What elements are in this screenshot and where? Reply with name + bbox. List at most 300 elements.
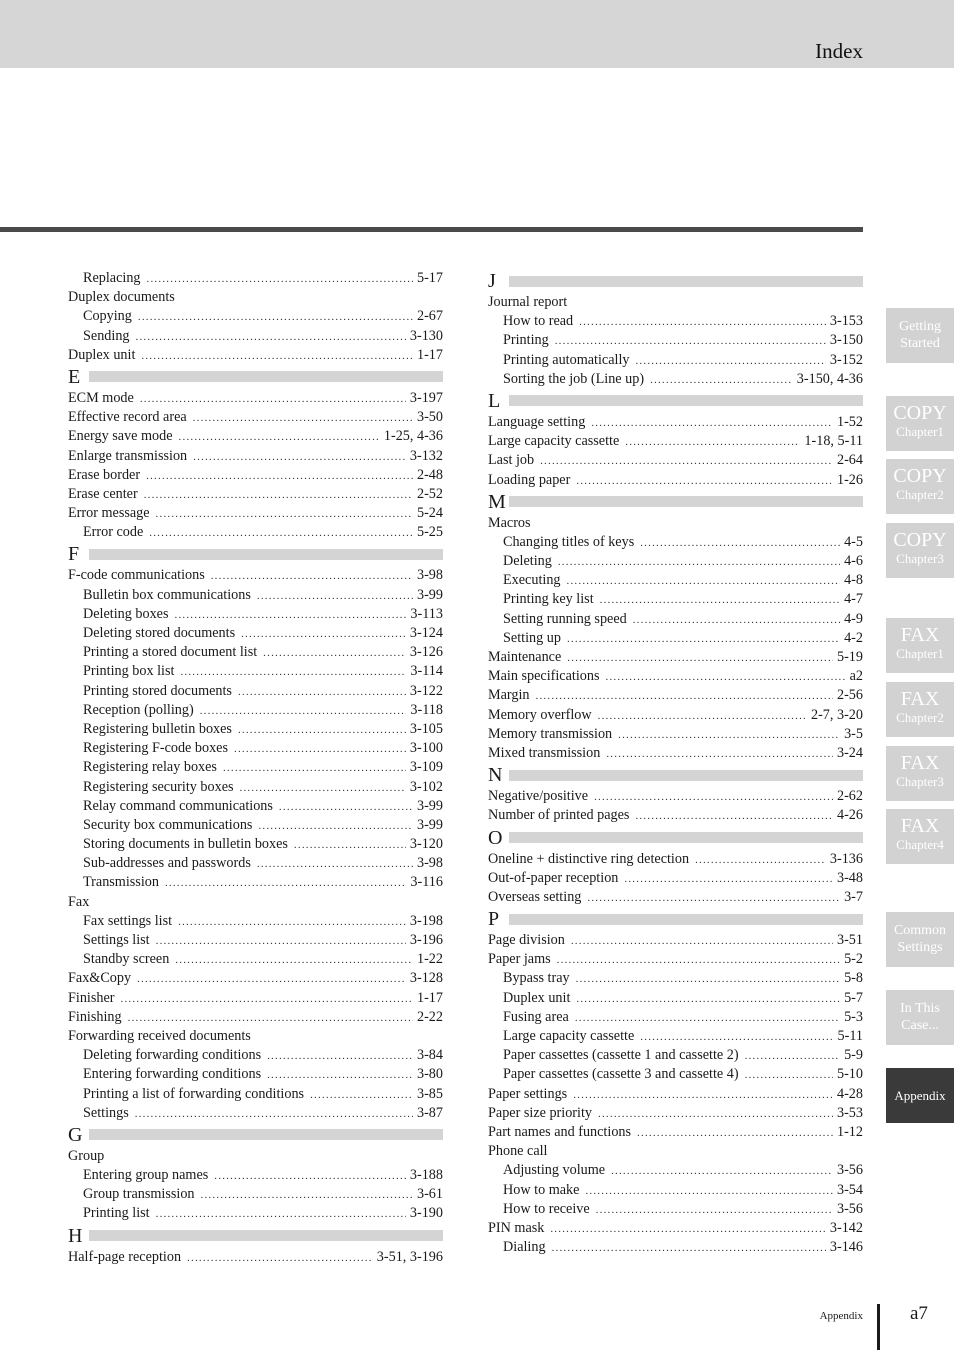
dot-leader — [201, 1186, 413, 1205]
dot-leader — [241, 625, 406, 644]
index-subentry — [488, 533, 863, 552]
index-subentry — [68, 873, 443, 892]
entry-page-ref: 5-9 — [844, 1047, 863, 1064]
entry-term: Error code — [83, 524, 144, 541]
entry-term: How to read — [503, 313, 574, 330]
entry-page-ref: 1-17 — [416, 989, 443, 1006]
entry-term: F-code communications — [68, 567, 205, 584]
index-subentry — [488, 1065, 863, 1084]
dot-leader — [165, 874, 406, 893]
entry-term: Fusing area — [503, 1008, 569, 1025]
entry-term: Large capacity cassette — [503, 1028, 635, 1044]
entry-term: Setting up — [503, 629, 561, 646]
dot-leader — [635, 807, 833, 826]
chapter-tab[interactable] — [886, 912, 954, 967]
index-entry — [488, 1104, 863, 1123]
index-entry — [68, 504, 443, 523]
index-subentry — [488, 370, 863, 389]
entry-page-ref: 3-54 — [836, 1181, 863, 1198]
entry-term: Dialing — [503, 1239, 546, 1256]
dot-leader — [640, 534, 840, 553]
entry-page-ref: 1-12 — [836, 1123, 863, 1140]
index-subentry — [68, 739, 443, 758]
index-letter: E — [68, 365, 81, 388]
dot-leader — [214, 1167, 406, 1186]
entry-term: Sorting the job (Line up) — [503, 370, 645, 387]
tab-label: FAX — [900, 752, 940, 774]
dot-leader — [606, 745, 833, 764]
entry-term: Group — [68, 1147, 105, 1164]
index-letter-heading — [488, 826, 863, 850]
entry-term: Bulletin box communications — [83, 586, 251, 603]
index-subentry — [488, 1046, 863, 1065]
dot-leader — [175, 951, 413, 970]
entry-page-ref: 2-48 — [416, 466, 443, 483]
entry-page-ref: 3-124 — [409, 625, 443, 641]
entry-term: Erase center — [68, 485, 138, 502]
entry-term: Group transmission — [83, 1186, 195, 1203]
entry-page-ref: 3-109 — [409, 759, 443, 776]
entry-term: Deleting forwarding conditions — [83, 1047, 262, 1064]
entry-page-ref: 1-26 — [836, 471, 863, 488]
chapter-tab[interactable] — [886, 682, 954, 737]
index-subentry — [68, 1166, 443, 1185]
entry-page-ref: 4-26 — [836, 807, 863, 824]
entry-term: Error message — [68, 505, 150, 522]
dot-leader — [576, 472, 833, 491]
dot-leader — [637, 1124, 833, 1143]
index-subentry — [488, 1200, 863, 1219]
index-subentry — [68, 835, 443, 854]
entry-term: Security box communications — [83, 816, 253, 833]
index-subentry — [488, 610, 863, 629]
index-subentry — [68, 662, 443, 681]
index-subentry — [68, 682, 443, 701]
index-entry — [68, 1248, 443, 1267]
entry-term: Sub-addresses and passwords — [83, 855, 251, 872]
index-letter: O — [488, 826, 503, 849]
dot-leader — [146, 467, 413, 486]
dot-leader — [136, 328, 406, 347]
index-subentry — [68, 854, 443, 873]
entry-term: Registering bulletin boxes — [83, 720, 232, 737]
letter-bar — [509, 496, 863, 507]
entry-term: Half-page reception — [68, 1248, 182, 1265]
entry-page-ref: 3-128 — [409, 970, 443, 987]
index-subentry — [488, 1027, 863, 1046]
entry-page-ref: 3-130 — [409, 327, 443, 344]
chapter-tab[interactable] — [886, 990, 954, 1045]
index-entry — [488, 931, 863, 950]
dot-leader — [555, 332, 826, 351]
entry-term: How to receive — [503, 1200, 590, 1217]
letter-bar — [509, 832, 863, 843]
index-letter: N — [488, 764, 503, 787]
index-subentry — [68, 327, 443, 346]
entry-term: Entering forwarding conditions — [83, 1066, 262, 1083]
entry-page-ref: 3-146 — [829, 1239, 863, 1256]
index-subentry — [68, 912, 443, 931]
entry-page-ref: 3-197 — [409, 389, 443, 406]
tab-label: COPY — [893, 465, 947, 487]
entry-page-ref: 3-98 — [416, 567, 443, 584]
index-entry — [68, 989, 443, 1008]
index-subentry — [68, 1185, 443, 1204]
entry-term: Macros — [488, 514, 531, 531]
dot-leader — [175, 606, 407, 625]
index-entry — [68, 408, 443, 427]
index-entry — [488, 1142, 863, 1161]
dot-leader — [187, 1249, 373, 1268]
dot-leader — [156, 1205, 406, 1224]
index-entry — [488, 869, 863, 888]
index-entry — [488, 1219, 863, 1238]
index-subentry — [68, 758, 443, 777]
dot-leader — [540, 452, 833, 471]
index-letter: G — [68, 1123, 83, 1146]
entry-page-ref: 3-48 — [836, 869, 863, 886]
entry-page-ref: 3-51, 3-196 — [376, 1248, 443, 1265]
entry-term: Printing a list of forwarding conditions — [83, 1085, 305, 1102]
index-subentry — [488, 1161, 863, 1180]
tab-sublabel: Chapter2 — [896, 487, 944, 502]
dot-leader — [576, 990, 840, 1009]
dot-leader — [149, 524, 413, 543]
chapter-tab[interactable] — [886, 396, 954, 451]
index-letter: F — [68, 543, 80, 566]
entry-term: Replacing — [83, 270, 141, 286]
entry-term: Setting running speed — [503, 610, 627, 627]
chapter-tab[interactable] — [886, 523, 954, 578]
index-entry — [488, 850, 863, 869]
entry-term: Forwarding received documents — [68, 1027, 251, 1044]
index-subentry — [68, 643, 443, 662]
index-subentry — [68, 1046, 443, 1065]
index-entry — [68, 1027, 443, 1046]
entry-page-ref: 2-62 — [836, 788, 863, 805]
entry-page-ref: 3-80 — [416, 1066, 443, 1083]
dot-leader — [576, 970, 840, 989]
entry-term: Erase border — [68, 466, 141, 483]
chapter-tab[interactable] — [886, 746, 954, 801]
index-entry — [488, 648, 863, 667]
index-subentry — [68, 586, 443, 605]
dot-leader — [745, 1066, 833, 1085]
entry-page-ref: 3-85 — [416, 1085, 443, 1102]
dot-leader — [140, 390, 406, 409]
index-entry — [68, 485, 443, 504]
index-entry — [488, 514, 863, 533]
index-letter: H — [68, 1224, 83, 1247]
index-entry — [68, 389, 443, 408]
entry-page-ref: 3-116 — [410, 874, 443, 891]
dot-leader — [650, 371, 793, 390]
entry-page-ref: 3-114 — [410, 663, 443, 680]
index-entry — [488, 451, 863, 470]
index-entry — [488, 293, 863, 312]
entry-term: Registering security boxes — [83, 778, 234, 795]
entry-page-ref: 5-11 — [837, 1028, 863, 1044]
dot-leader — [598, 707, 807, 726]
entry-page-ref: 3-196 — [409, 932, 443, 948]
entry-page-ref: 3-99 — [416, 816, 443, 833]
index-letter-heading — [488, 490, 863, 514]
tab-sublabel: Chapter3 — [896, 551, 944, 566]
tab-label: FAX — [900, 688, 940, 710]
entry-page-ref: 3-152 — [829, 351, 863, 368]
index-entry — [68, 1147, 443, 1166]
entry-term: Transmission — [83, 874, 159, 891]
tab-label: COPY — [893, 529, 947, 551]
entry-page-ref: 1-52 — [836, 413, 863, 430]
index-letter: L — [488, 389, 501, 412]
dot-leader — [240, 779, 406, 798]
tab-sublabel: Chapter1 — [896, 424, 944, 439]
tab-sublabel: Settings — [897, 940, 943, 955]
entry-term: Copying — [83, 308, 132, 325]
entry-page-ref: 2-64 — [836, 452, 863, 469]
entry-page-ref: 2-22 — [416, 1008, 443, 1025]
entry-page-ref: 5-24 — [416, 505, 443, 522]
tab-label: FAX — [900, 815, 940, 837]
dot-leader — [144, 486, 413, 505]
letter-bar — [89, 549, 443, 560]
dot-leader — [141, 347, 413, 366]
entry-term: Finishing — [68, 1008, 122, 1025]
entry-term: Margin — [488, 687, 530, 704]
tab-sublabel: Chapter3 — [896, 774, 944, 789]
index-subentry — [488, 552, 863, 571]
dot-leader — [745, 1047, 841, 1066]
entry-page-ref: 3-24 — [836, 744, 863, 761]
dot-leader — [571, 932, 833, 951]
index-subentry — [68, 816, 443, 835]
entry-page-ref: 3-105 — [409, 720, 443, 737]
entry-term: Adjusting volume — [503, 1162, 606, 1179]
letter-bar — [89, 1230, 443, 1241]
entry-term: Enlarge transmission — [68, 447, 188, 464]
dot-leader — [137, 970, 406, 989]
entry-term: Fax settings list — [83, 912, 173, 929]
letter-bar — [509, 770, 863, 781]
index-letter-heading — [68, 1224, 443, 1248]
dot-leader — [625, 433, 800, 452]
dot-leader — [695, 851, 826, 870]
entry-term: Printing automatically — [503, 351, 630, 368]
entry-page-ref: 3-99 — [416, 797, 443, 814]
index-letter: J — [488, 270, 496, 292]
entry-page-ref: 3-7 — [844, 888, 863, 905]
index-entry — [68, 969, 443, 988]
index-entry — [68, 466, 443, 485]
entry-term: Loading paper — [488, 471, 571, 488]
entry-term: Finisher — [68, 989, 115, 1006]
dot-leader — [579, 313, 826, 332]
dot-leader — [121, 990, 413, 1009]
index-letter: M — [488, 490, 506, 513]
entry-term: Paper jams — [488, 951, 551, 968]
index-subentry — [488, 989, 863, 1008]
entry-term: Duplex unit — [503, 989, 571, 1006]
entry-page-ref: 3-122 — [409, 682, 443, 699]
entry-page-ref: 2-67 — [416, 308, 443, 325]
index-entry — [68, 346, 443, 365]
index-entry — [488, 725, 863, 744]
entry-term: Deleting stored documents — [83, 625, 236, 641]
header-rule — [0, 227, 863, 232]
entry-page-ref: 3-100 — [409, 740, 443, 757]
dot-leader — [138, 308, 413, 327]
chapter-tab[interactable] — [886, 809, 954, 864]
entry-term: Duplex documents — [68, 289, 175, 306]
entry-term: Out-of-paper reception — [488, 869, 619, 886]
dot-leader — [640, 1028, 833, 1047]
entry-term: Deleting boxes — [83, 605, 169, 622]
chapter-tab[interactable] — [886, 1068, 954, 1123]
letter-bar — [89, 1129, 443, 1140]
index-subentry — [488, 1238, 863, 1257]
tab-label: COPY — [893, 402, 947, 424]
index-subentry — [68, 1104, 443, 1123]
tab-label: In This — [900, 1001, 940, 1016]
dot-leader — [575, 1009, 840, 1028]
entry-page-ref: 1-18, 5-11 — [804, 433, 863, 450]
index-letter-heading — [68, 1123, 443, 1147]
dot-leader — [156, 932, 406, 951]
index-subentry — [488, 312, 863, 331]
entry-page-ref: 5-3 — [844, 1008, 863, 1025]
index-subentry — [68, 269, 443, 288]
entry-page-ref: 2-7, 3-20 — [810, 706, 863, 723]
chapter-tab[interactable] — [886, 618, 954, 673]
entry-page-ref: 3-198 — [409, 912, 443, 929]
index-letter-heading — [68, 365, 443, 389]
index-entry — [68, 447, 443, 466]
chapter-tab[interactable] — [886, 308, 954, 363]
dot-leader — [587, 889, 840, 908]
entry-term: Executing — [503, 572, 561, 589]
entry-page-ref: 5-8 — [844, 970, 863, 987]
page-title: Index — [815, 39, 863, 63]
chapter-tab[interactable] — [886, 459, 954, 514]
entry-term: Phone call — [488, 1143, 548, 1160]
entry-page-ref: 3-50 — [416, 409, 443, 426]
dot-leader — [267, 1047, 413, 1066]
entry-page-ref: 1-17 — [416, 346, 443, 363]
dot-leader — [606, 668, 846, 687]
entry-page-ref: 3-61 — [416, 1186, 443, 1203]
dot-leader — [624, 870, 833, 889]
index-entry — [488, 471, 863, 490]
index-letter-heading — [68, 542, 443, 566]
page-number: a7 — [910, 1303, 928, 1324]
entry-term: Language setting — [488, 413, 586, 430]
dot-leader — [178, 913, 406, 932]
index-entry — [488, 667, 863, 686]
dot-leader — [310, 1086, 413, 1105]
dot-leader — [552, 1239, 826, 1258]
entry-page-ref: 4-5 — [844, 533, 863, 550]
entry-page-ref: 3-84 — [416, 1047, 443, 1064]
dot-leader — [258, 817, 413, 836]
entry-page-ref: 3-126 — [409, 644, 443, 661]
entry-term: Part names and functions — [488, 1123, 632, 1140]
entry-page-ref: 3-99 — [416, 586, 443, 603]
header-band — [0, 0, 954, 68]
letter-bar — [89, 371, 443, 382]
letter-bar — [509, 395, 863, 406]
index-subentry — [68, 1204, 443, 1223]
dot-leader — [618, 726, 840, 745]
index-letter-heading — [488, 389, 863, 413]
dot-leader — [635, 352, 825, 371]
entry-term: Oneline + distinctive ring detection — [488, 850, 690, 867]
index-entry — [488, 413, 863, 432]
entry-term: Memory overflow — [488, 706, 592, 723]
dot-leader — [567, 630, 840, 649]
entry-page-ref: a2 — [849, 668, 863, 685]
entry-term: Printing list — [83, 1205, 150, 1222]
dot-leader — [257, 855, 413, 874]
entry-page-ref: 4-28 — [836, 1085, 863, 1102]
tab-sublabel: Case... — [901, 1018, 939, 1033]
entry-page-ref: 3-150 — [829, 332, 863, 349]
index-subentry — [488, 629, 863, 648]
tab-sublabel: Chapter4 — [896, 837, 944, 852]
tab-label: Appendix — [894, 1087, 946, 1103]
entry-page-ref: 3-118 — [410, 701, 443, 718]
index-subentry — [68, 797, 443, 816]
dot-leader — [223, 759, 406, 778]
entry-page-ref: 5-2 — [844, 951, 863, 968]
dot-leader — [263, 644, 406, 663]
entry-term: Last job — [488, 452, 535, 469]
entry-term: Relay command communications — [83, 797, 273, 814]
index-subentry — [68, 307, 443, 326]
entry-page-ref: 3-120 — [409, 836, 443, 853]
letter-bar — [509, 276, 863, 287]
dot-leader — [135, 1105, 413, 1124]
entry-page-ref: 3-56 — [836, 1162, 863, 1179]
dot-leader — [557, 951, 840, 970]
entry-term: ECM mode — [68, 389, 134, 406]
dot-leader — [238, 721, 406, 740]
entry-page-ref: 4-7 — [844, 591, 863, 608]
entry-page-ref: 3-51 — [836, 932, 863, 949]
index-column-right — [488, 269, 863, 1257]
entry-term: Overseas setting — [488, 888, 582, 905]
index-subentry — [488, 969, 863, 988]
tab-label: Common — [893, 923, 947, 938]
index-subentry — [68, 931, 443, 950]
index-entry — [488, 706, 863, 725]
index-column-left — [68, 269, 443, 1267]
footer-section-label: Appendix — [819, 1310, 863, 1322]
entry-term: Paper cassettes (cassette 1 and cassette 2) — [503, 1047, 739, 1064]
entry-term: Deleting — [503, 553, 552, 570]
tab-label: Getting — [899, 319, 941, 334]
index-subentry — [68, 605, 443, 624]
index-subentry — [488, 1181, 863, 1200]
entry-term: How to make — [503, 1181, 580, 1198]
entry-page-ref: 3-98 — [416, 855, 443, 872]
entry-term: Settings — [83, 1104, 129, 1121]
entry-term: Paper cassettes (cassette 3 and cassette 4) — [503, 1066, 739, 1083]
dot-leader — [573, 1086, 833, 1105]
entry-term: Printing — [503, 332, 549, 349]
entry-term: Duplex unit — [68, 346, 136, 363]
dot-leader — [591, 414, 833, 433]
